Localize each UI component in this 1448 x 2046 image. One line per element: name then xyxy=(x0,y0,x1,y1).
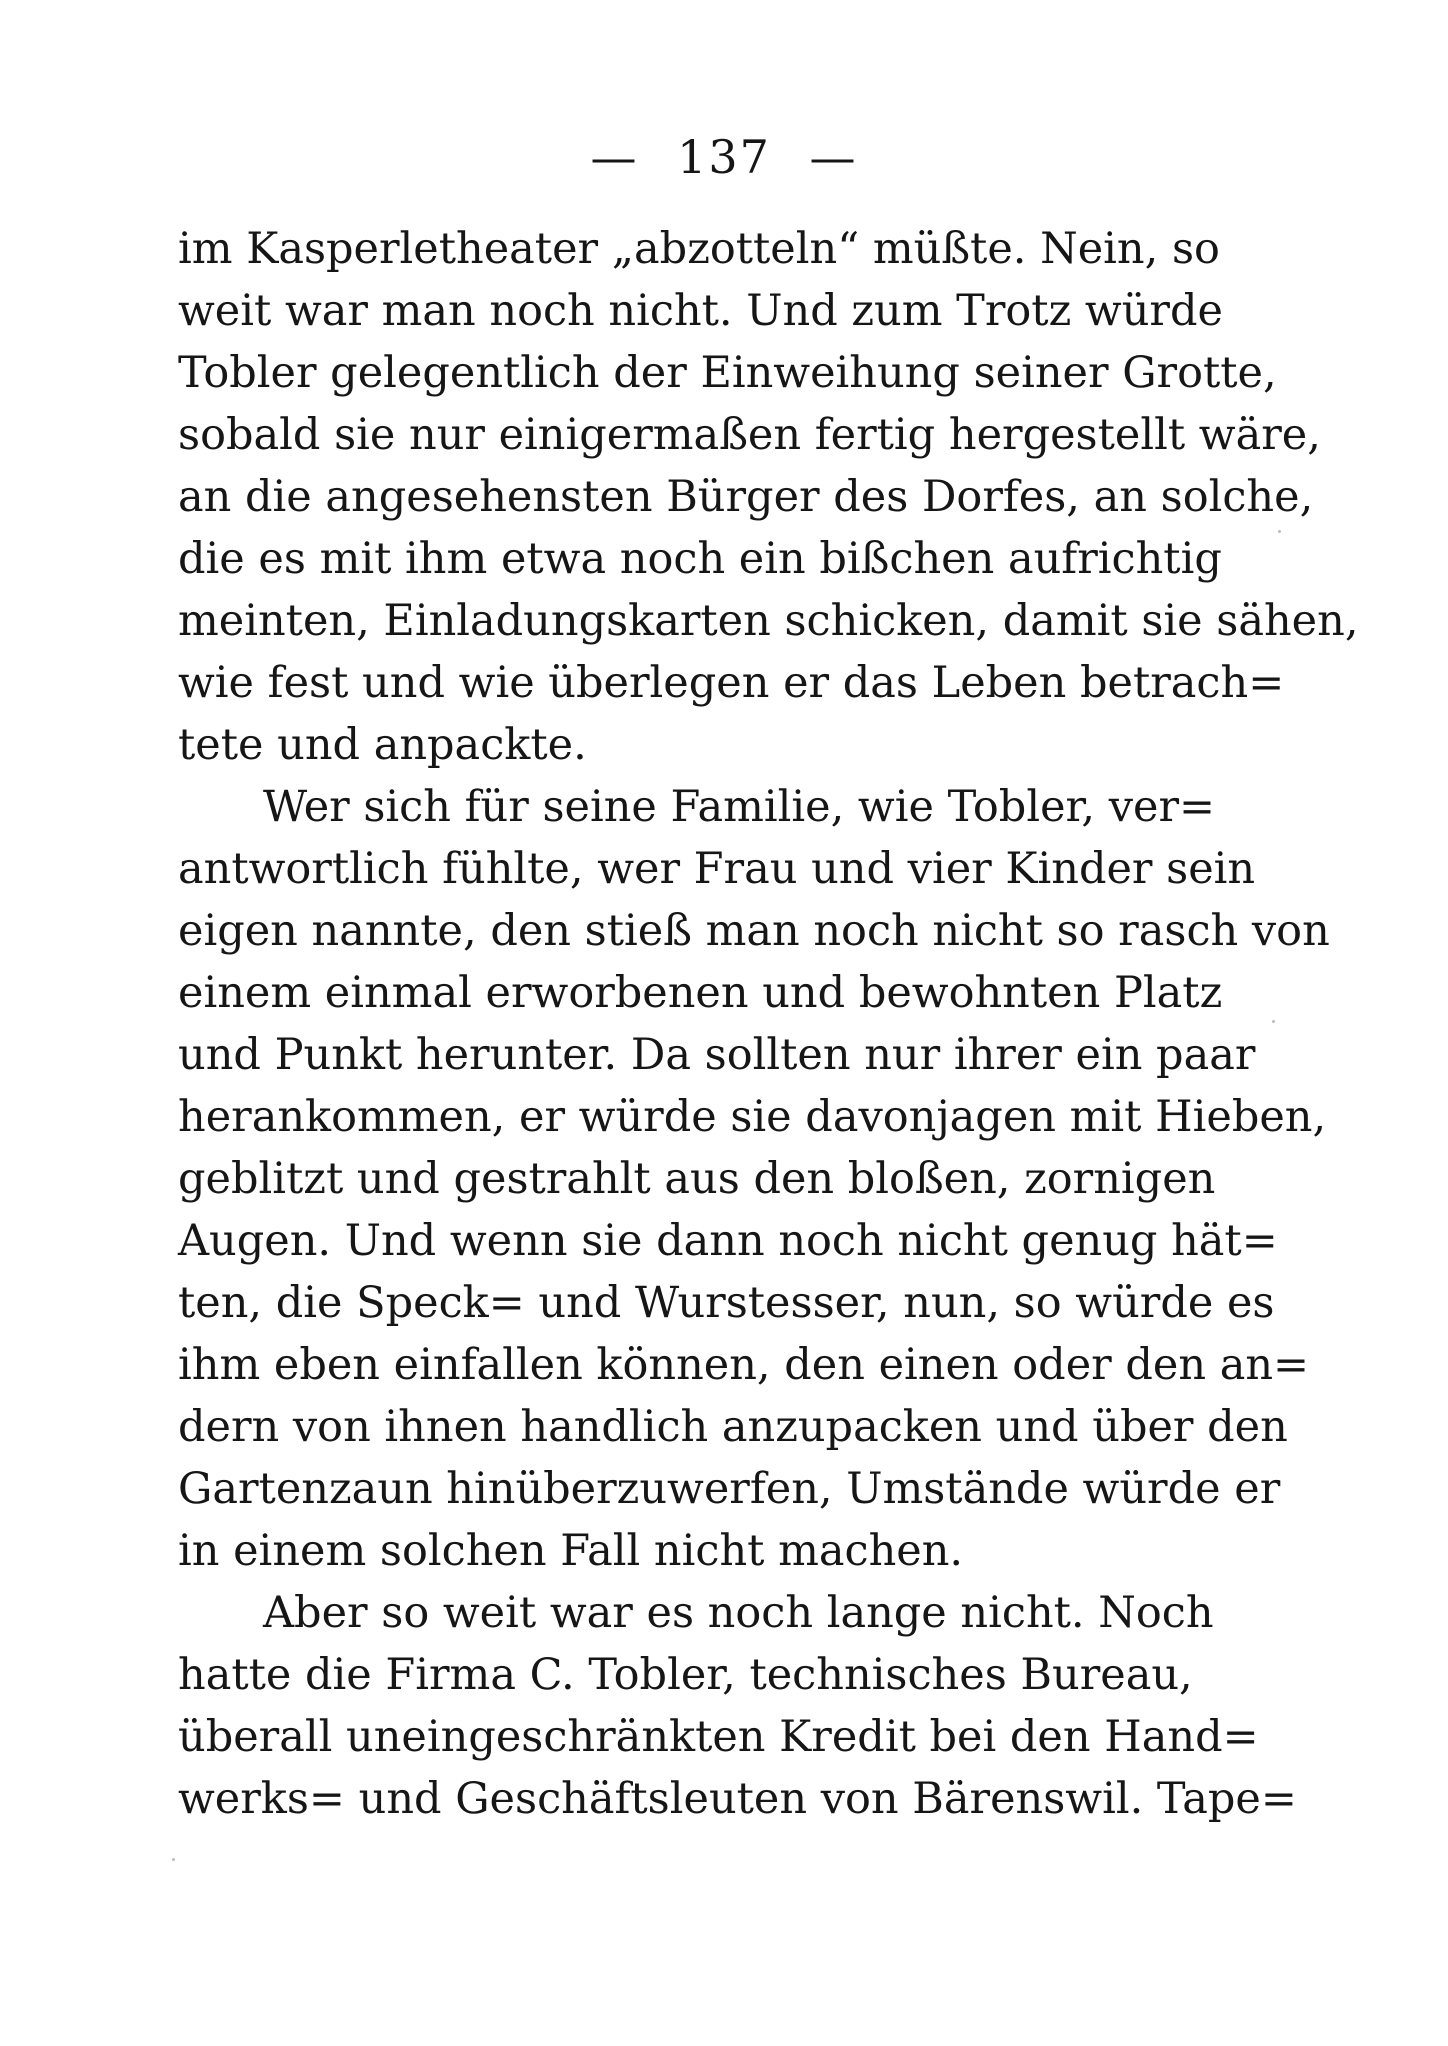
paper-speck xyxy=(1278,530,1281,533)
page-header xyxy=(0,130,1448,184)
header-dash-left: — xyxy=(590,130,639,184)
text-line: die es mit ihm etwa noch ein bißchen aufrichtig xyxy=(178,534,1222,584)
text-line: an die angesehensten Bürger des Dorfes, an solche, xyxy=(178,472,1314,522)
text-line: sobald sie nur einigermaßen fertig hergestellt wäre, xyxy=(178,410,1321,460)
text-line: werks= und Geschäftsleuten von Bärenswil. Tape= xyxy=(178,1774,1297,1824)
text-line: weit war man noch nicht. Und zum Trotz würde xyxy=(178,286,1223,336)
text-line: Wer sich für seine Familie, wie Tobler, ver= xyxy=(263,782,1216,832)
text-line: eigen nannte, den stieß man noch nicht so rasch von xyxy=(178,906,1330,956)
text-line: antwortlich fühlte, wer Frau und vier Kinder sein xyxy=(178,844,1256,894)
text-line: tete und anpackte. xyxy=(178,720,587,770)
text-line: hatte die Firma C. Tobler, technisches Bureau, xyxy=(178,1650,1193,1700)
text-line: im Kasperletheater „abzotteln“ müßte. Nein, so xyxy=(178,224,1220,274)
text-line: Tobler gelegentlich der Einweihung seiner Grotte, xyxy=(178,348,1277,398)
text-line: Augen. Und wenn sie dann noch nicht genug hät= xyxy=(178,1216,1278,1266)
text-line: überall uneingeschränkten Kredit bei den Hand= xyxy=(178,1712,1259,1762)
page-number: 137 xyxy=(677,130,771,184)
text-line: herankommen, er würde sie davonjagen mit Hieben, xyxy=(178,1092,1327,1142)
text-line: wie fest und wie überlegen er das Leben betrach= xyxy=(178,658,1285,708)
header-dash-right: — xyxy=(809,130,858,184)
paper-speck xyxy=(1272,1020,1275,1023)
text-line: in einem solchen Fall nicht machen. xyxy=(178,1526,964,1576)
body-text xyxy=(178,218,1359,1830)
paper-speck xyxy=(172,1858,175,1861)
text-line: und Punkt herunter. Da sollten nur ihrer ein paar xyxy=(178,1030,1256,1080)
text-line: ten, die Speck= und Wurstesser, nun, so würde es xyxy=(178,1278,1275,1328)
text-line: Gartenzaun hinüberzuwerfen, Umstände würde er xyxy=(178,1464,1281,1514)
text-line: Aber so weit war es noch lange nicht. Noch xyxy=(263,1588,1214,1638)
text-line: geblitzt und gestrahlt aus den bloßen, zornigen xyxy=(178,1154,1216,1204)
text-line: einem einmal erworbenen und bewohnten Platz xyxy=(178,968,1223,1018)
text-line: meinten, Einladungskarten schicken, damit sie sähen, xyxy=(178,596,1359,646)
text-line: dern von ihnen handlich anzupacken und über den xyxy=(178,1402,1288,1452)
text-line: ihm eben einfallen können, den einen oder den an= xyxy=(178,1340,1310,1390)
